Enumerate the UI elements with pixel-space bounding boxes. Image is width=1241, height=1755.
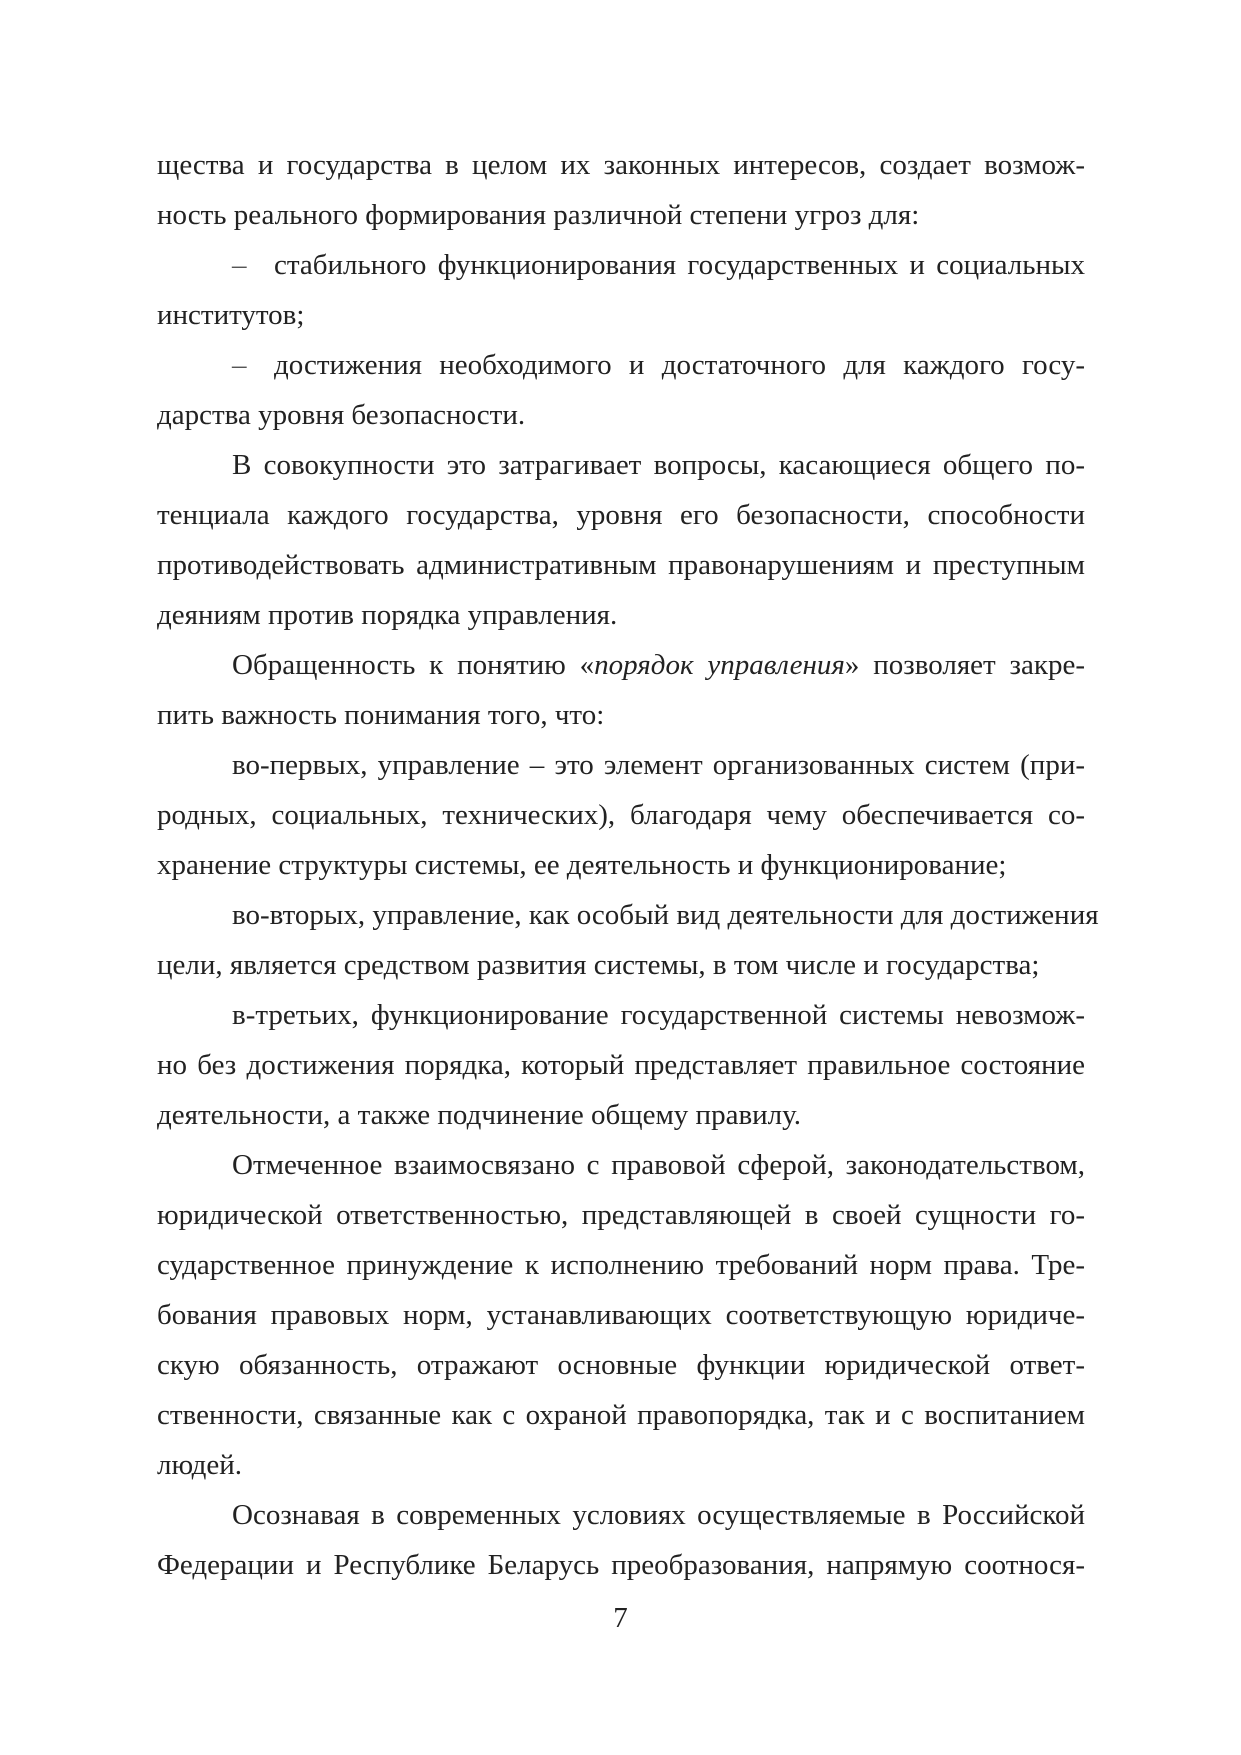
text-line: В совокупности это затрагивает вопросы, касающиеся общего по- xyxy=(232,449,1085,481)
text-line: тенциала каждого государства, уровня его безопасности, способности xyxy=(157,499,1085,531)
text-line: людей. xyxy=(157,1449,243,1481)
text-line: дарства уровня безопасности. xyxy=(157,399,526,431)
text-line: деяниям против порядка управления. xyxy=(157,599,618,631)
list-item xyxy=(157,240,1085,290)
text-line: родных, социальных, технических), благодаря чему обеспечивается со- xyxy=(157,799,1085,831)
text-fragment: » позволяет закре- xyxy=(844,649,1085,681)
text-line: Осознавая в современных условиях осуществляемые в Российской xyxy=(232,1499,1085,1531)
text-line xyxy=(157,640,1085,690)
text-line: противодействовать административным правонарушениям и преступным xyxy=(157,549,1085,581)
text-line: пить важность понимания того, что: xyxy=(157,699,605,731)
text-line: Отмеченное взаимосвязано с правовой сферой, законодательством, xyxy=(232,1149,1085,1181)
document-body xyxy=(157,140,1099,1590)
list-item xyxy=(157,340,1085,390)
text-line: институтов; xyxy=(157,299,305,331)
text-line: хранение структуры системы, ее деятельность и функционирование; xyxy=(157,849,1007,881)
text-line: Федерации и Республике Беларусь преобразования, напрямую соотнося- xyxy=(157,1549,1085,1581)
page-number: 7 xyxy=(613,1602,628,1634)
list-item-text: достижения необходимого и достаточного для каждого госу- xyxy=(274,349,1085,381)
dash-bullet: – xyxy=(232,349,247,381)
text-line: во-вторых, управление, как особый вид деятельности для достижения xyxy=(232,899,1099,931)
text-line: цели, является средством развития системы, в том числе и государства; xyxy=(157,949,1040,981)
text-line: юридической ответственностью, представляющей в своей сущности го- xyxy=(157,1199,1085,1231)
text-line: но без достижения порядка, который представляет правильное состояние xyxy=(157,1049,1085,1081)
italic-term: порядок управления xyxy=(594,649,845,681)
text-line: ственности, связанные как с охраной правопорядка, так и с воспитанием xyxy=(157,1399,1085,1431)
text-line: бования правовых норм, устанавливающих соответствующую юридиче- xyxy=(157,1299,1085,1331)
text-fragment: Обращенность к понятию « xyxy=(232,649,595,681)
dash-bullet: – xyxy=(232,249,247,281)
text-line: сударственное принуждение к исполнению требований норм права. Тре- xyxy=(157,1249,1085,1281)
text-line: во-первых, управление – это элемент организованных систем (при- xyxy=(232,749,1085,781)
text-line: в-третьих, функционирование государственной системы невозмож- xyxy=(232,999,1085,1031)
list-item-text: стабильного функционирования государственных и социальных xyxy=(274,249,1085,281)
text-line: скую обязанность, отражают основные функции юридической ответ- xyxy=(157,1349,1085,1381)
text-line: ность реального формирования различной степени угроз для: xyxy=(157,199,920,231)
text-line: щества и государства в целом их законных интересов, создает возмож- xyxy=(157,149,1085,181)
text-line: деятельности, а также подчинение общему правилу. xyxy=(157,1099,801,1131)
